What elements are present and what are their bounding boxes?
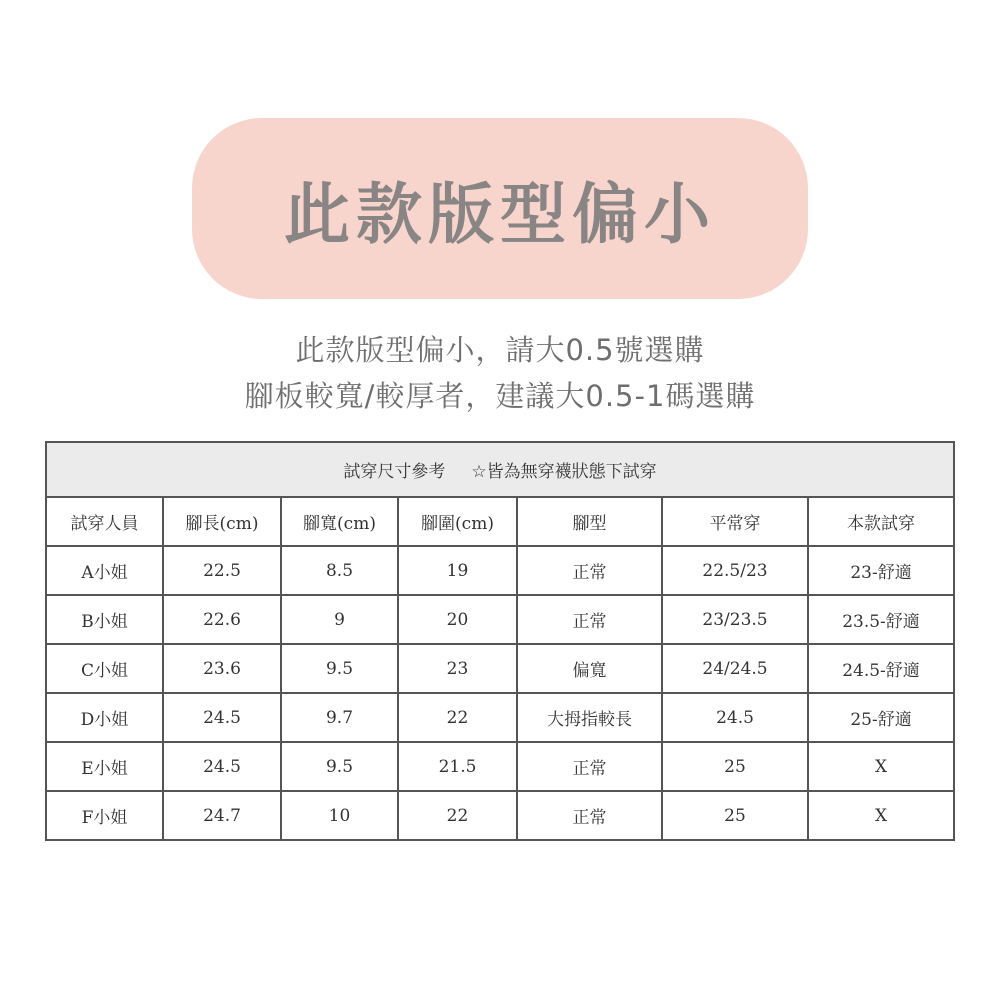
- table-row: [46, 742, 954, 791]
- cell-foot-type: 正常: [517, 791, 662, 840]
- title-banner: [192, 118, 808, 299]
- cell-foot-width: 9.5: [281, 644, 398, 693]
- cell-foot-type: 正常: [517, 595, 662, 644]
- cell-foot-type: 正常: [517, 742, 662, 791]
- table-row: [46, 644, 954, 693]
- table-row: [46, 791, 954, 840]
- table-caption: [46, 442, 954, 497]
- table-caption-note: ☆皆為無穿襪狀態下試穿: [471, 462, 657, 482]
- cell-usual-size: 24/24.5: [662, 644, 808, 693]
- cell-foot-length: 22.6: [163, 595, 281, 644]
- size-reference-table: [45, 441, 955, 841]
- cell-tester: F小姐: [46, 791, 163, 840]
- cell-trial-size: 23.5-舒適: [808, 595, 954, 644]
- cell-foot-girth: 21.5: [398, 742, 517, 791]
- cell-usual-size: 24.5: [662, 693, 808, 742]
- cell-foot-width: 9: [281, 595, 398, 644]
- cell-foot-girth: 20: [398, 595, 517, 644]
- cell-tester: A小姐: [46, 546, 163, 595]
- cell-foot-girth: 22: [398, 693, 517, 742]
- cell-trial-size: 24.5-舒適: [808, 644, 954, 693]
- header-trial-size: 本款試穿: [808, 497, 954, 546]
- header-usual-size: 平常穿: [662, 497, 808, 546]
- size-note-line-2: 腳板較寬/較厚者，建議大0.5-1碼選購: [244, 379, 756, 413]
- banner-title: 此款版型偏小: [284, 176, 716, 253]
- cell-trial-size: 25-舒適: [808, 693, 954, 742]
- cell-foot-length: 22.5: [163, 546, 281, 595]
- cell-usual-size: 22.5/23: [662, 546, 808, 595]
- cell-foot-length: 24.7: [163, 791, 281, 840]
- cell-usual-size: 25: [662, 791, 808, 840]
- table-caption-title: 試穿尺寸參考: [343, 462, 446, 482]
- cell-foot-length: 24.5: [163, 742, 281, 791]
- cell-trial-size: X: [808, 742, 954, 791]
- header-foot-girth: 腳圍(cm): [398, 497, 517, 546]
- size-note-line-1: 此款版型偏小，請大0.5號選購: [295, 333, 705, 367]
- cell-tester: B小姐: [46, 595, 163, 644]
- cell-foot-type: 正常: [517, 546, 662, 595]
- table-row: [46, 595, 954, 644]
- header-foot-width: 腳寬(cm): [281, 497, 398, 546]
- cell-trial-size: X: [808, 791, 954, 840]
- cell-usual-size: 25: [662, 742, 808, 791]
- cell-foot-girth: 23: [398, 644, 517, 693]
- cell-foot-girth: 19: [398, 546, 517, 595]
- cell-tester: D小姐: [46, 693, 163, 742]
- cell-foot-type: 偏寬: [517, 644, 662, 693]
- cell-foot-girth: 22: [398, 791, 517, 840]
- cell-tester: E小姐: [46, 742, 163, 791]
- cell-tester: C小姐: [46, 644, 163, 693]
- cell-foot-width: 9.5: [281, 742, 398, 791]
- cell-foot-width: 10: [281, 791, 398, 840]
- header-tester: 試穿人員: [46, 497, 163, 546]
- header-foot-length: 腳長(cm): [163, 497, 281, 546]
- cell-foot-length: 24.5: [163, 693, 281, 742]
- cell-usual-size: 23/23.5: [662, 595, 808, 644]
- cell-foot-length: 23.6: [163, 644, 281, 693]
- cell-foot-width: 8.5: [281, 546, 398, 595]
- cell-trial-size: 23-舒適: [808, 546, 954, 595]
- table-row: [46, 546, 954, 595]
- cell-foot-type: 大拇指較長: [517, 693, 662, 742]
- cell-foot-width: 9.7: [281, 693, 398, 742]
- table-row: [46, 693, 954, 742]
- table-caption-row: [46, 442, 954, 497]
- table-header-row: [46, 497, 954, 546]
- header-foot-type: 腳型: [517, 497, 662, 546]
